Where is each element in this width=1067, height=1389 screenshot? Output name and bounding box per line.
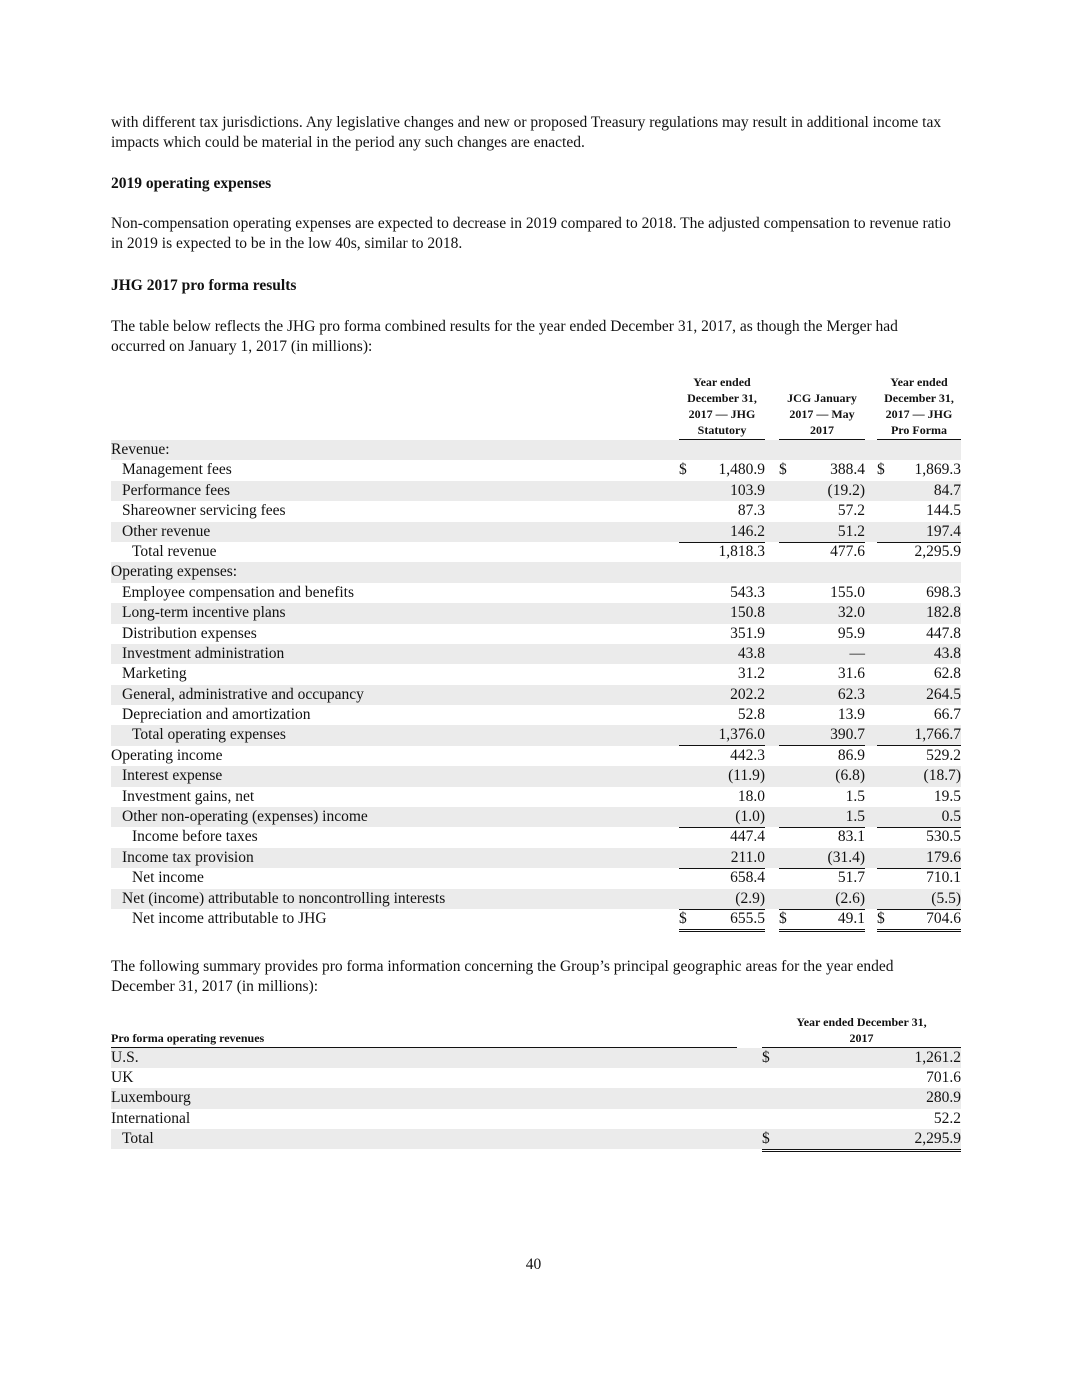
- table-row: [111, 542, 961, 562]
- header-line: JCG January: [787, 391, 857, 405]
- paragraph-operating-expenses: Non-compensation operating expenses are expected to decrease in 2019 compared to 2018. The adjusted compensation to revenue ratio in 2019 is expected to be in the low 40s, similar to 2018.: [111, 215, 951, 252]
- table-row: [111, 481, 961, 501]
- value-cell: [679, 746, 765, 766]
- table-row: [111, 807, 961, 827]
- header-line: 2017: [810, 423, 834, 437]
- value-cell: [779, 868, 865, 888]
- row-label: Income before taxes: [132, 828, 258, 846]
- row-label: Other revenue: [122, 522, 211, 540]
- geo-table-body: [111, 1048, 961, 1149]
- value-cell: [877, 807, 961, 828]
- value-cell: [877, 685, 961, 705]
- value-cell: [779, 909, 865, 932]
- table-row: [111, 909, 961, 929]
- row-label: Revenue:: [111, 441, 170, 458]
- value-cell: [779, 460, 865, 480]
- row-label: Shareowner servicing fees: [122, 502, 286, 520]
- cell-value: 62.3: [837, 685, 865, 703]
- column-header-pro-forma: [877, 374, 961, 440]
- cell-value: 87.3: [737, 502, 765, 520]
- heading-2019-operating-expenses: 2019 operating expenses: [111, 175, 272, 192]
- cell-value: 84.7: [933, 481, 961, 499]
- cell-value: 1.5: [845, 787, 865, 805]
- row-label: Operating expenses:: [111, 563, 238, 581]
- cell-value: 86.9: [837, 746, 865, 764]
- cell-value: 146.2: [730, 522, 765, 540]
- row-label: UK: [111, 1069, 134, 1087]
- cell-value: 103.9: [730, 481, 765, 499]
- cell-value: 698.3: [926, 583, 961, 601]
- value-cell: [877, 603, 961, 623]
- cell-value: 388.4: [830, 461, 865, 479]
- row-label: Interest expense: [122, 767, 223, 785]
- cell-value: 52.8: [737, 706, 765, 724]
- cell-value: 477.6: [830, 542, 865, 560]
- geo-table-row: [111, 1068, 961, 1088]
- cell-value: 52.2: [933, 1109, 961, 1127]
- value-cell: [779, 501, 865, 521]
- value-cell: [877, 522, 961, 543]
- value-cell: [877, 766, 961, 786]
- cell-value: 31.2: [737, 665, 765, 683]
- value-cell: [779, 542, 865, 563]
- row-label: Net income: [132, 869, 204, 887]
- value-cell: [679, 624, 765, 644]
- value-cell: [679, 603, 765, 623]
- value-cell: [877, 542, 961, 563]
- cell-value: 51.2: [837, 522, 865, 540]
- cell-value: 43.8: [933, 644, 961, 662]
- table-body: [111, 440, 961, 929]
- cell-value: (18.7): [923, 767, 961, 785]
- cell-value: 710.1: [926, 869, 961, 887]
- cell-value: 95.9: [837, 624, 865, 642]
- cell-value: 49.1: [837, 909, 865, 927]
- cell-value: 351.9: [730, 624, 765, 642]
- row-label: U.S.: [111, 1049, 139, 1066]
- value-cell: [779, 889, 865, 910]
- cell-value: 57.2: [837, 502, 865, 520]
- currency-symbol: $: [877, 461, 885, 479]
- value-cell: [762, 1068, 961, 1088]
- value-cell: [762, 1129, 961, 1152]
- cell-value: 18.0: [737, 787, 765, 805]
- cell-value: 1,261.2: [914, 1049, 961, 1066]
- currency-symbol: $: [679, 461, 687, 479]
- value-cell: [877, 848, 961, 869]
- currency-symbol: $: [779, 909, 787, 927]
- cell-value: 211.0: [730, 848, 765, 866]
- cell-value: 704.6: [926, 909, 961, 927]
- cell-value: (2.9): [735, 889, 765, 907]
- cell-value: 701.6: [926, 1069, 961, 1087]
- value-cell: [679, 725, 765, 746]
- value-cell: [779, 624, 865, 644]
- column-header-statutory: [679, 374, 765, 440]
- cell-value: (6.8): [835, 767, 865, 785]
- value-cell: [779, 827, 865, 847]
- value-cell: [779, 685, 865, 705]
- value-cell: [679, 787, 765, 807]
- value-cell: [679, 685, 765, 705]
- table-row: [111, 848, 961, 868]
- value-cell: [779, 787, 865, 807]
- value-cell: [679, 644, 765, 664]
- table-row: [111, 766, 961, 786]
- value-cell: [679, 807, 765, 828]
- row-label: Total operating expenses: [132, 726, 286, 744]
- cell-value: 447.8: [926, 624, 961, 642]
- header-line: Year ended: [890, 375, 948, 389]
- cell-value: 530.5: [926, 828, 961, 846]
- value-cell: [779, 644, 865, 664]
- geo-table-row: [111, 1109, 961, 1129]
- row-label: Operating income: [111, 746, 223, 764]
- value-cell: [779, 725, 865, 746]
- cell-value: 280.9: [926, 1089, 961, 1107]
- geo-table-row: [111, 1048, 961, 1068]
- value-cell: [679, 460, 765, 480]
- table-row: [111, 889, 961, 909]
- value-cell: [679, 542, 765, 563]
- cell-value: 197.4: [926, 522, 961, 540]
- cell-value: 31.6: [837, 665, 865, 683]
- currency-symbol: $: [877, 909, 885, 927]
- value-cell: [679, 705, 765, 726]
- header-line: December 31,: [884, 391, 954, 405]
- value-cell: [877, 501, 961, 521]
- header-line: 2017 — JHG: [688, 407, 756, 421]
- paragraph-pro-forma-intro: The table below reflects the JHG pro forma combined results for the year ended December 31, 2017, as though the Merger had occurred on January 1, 2017 (in millions):: [111, 318, 898, 355]
- table-row: [111, 787, 961, 807]
- value-cell: [679, 889, 765, 910]
- table-row: [111, 522, 961, 542]
- pro-forma-table: [111, 376, 961, 929]
- cell-value: 144.5: [926, 502, 961, 520]
- geo-table-header: [111, 1016, 961, 1048]
- row-label: Long-term incentive plans: [122, 604, 286, 622]
- value-cell: [877, 460, 961, 480]
- header-line: 2017 — May: [789, 407, 855, 421]
- cell-value: 66.7: [933, 706, 961, 724]
- currency-symbol: $: [762, 1129, 770, 1147]
- cell-value: 447.4: [730, 828, 765, 846]
- cell-value: 19.5: [933, 787, 961, 805]
- row-label: Total revenue: [132, 542, 217, 560]
- value-cell: [779, 603, 865, 623]
- geo-table-row: [111, 1088, 961, 1108]
- cell-value: 1,766.7: [914, 726, 961, 744]
- row-label: Total: [122, 1129, 154, 1147]
- header-line: Year ended: [693, 375, 751, 389]
- cell-value: 179.6: [926, 848, 961, 866]
- row-label: Performance fees: [122, 481, 231, 499]
- cell-value: 0.5: [941, 808, 961, 826]
- cell-value: —: [849, 644, 865, 662]
- cell-value: 655.5: [730, 909, 765, 927]
- value-cell: [779, 766, 865, 786]
- table-row: [111, 460, 961, 480]
- cell-value: 1,818.3: [718, 542, 765, 560]
- cell-value: 13.9: [837, 706, 865, 724]
- geo-table-row: [111, 1129, 961, 1149]
- row-label: International: [111, 1109, 191, 1127]
- value-cell: [762, 1088, 961, 1108]
- value-cell: [877, 868, 961, 888]
- geographic-table: [111, 1016, 961, 1149]
- row-label: Net income attributable to JHG: [132, 909, 327, 927]
- table-row: [111, 562, 961, 582]
- value-cell: [877, 664, 961, 684]
- header-line: Statutory: [697, 423, 747, 437]
- cell-value: (11.9): [728, 767, 765, 785]
- row-label: General, administrative and occupancy: [122, 685, 364, 703]
- row-label: Luxembourg: [111, 1089, 191, 1107]
- value-cell: [877, 583, 961, 603]
- row-label: Distribution expenses: [122, 624, 257, 642]
- table-row: [111, 725, 961, 745]
- header-line: Pro Forma: [890, 423, 948, 437]
- row-label: Depreciation and amortization: [122, 706, 311, 724]
- table-row: [111, 685, 961, 705]
- value-cell: [679, 766, 765, 786]
- table-row: [111, 440, 961, 460]
- row-label: Marketing: [122, 665, 187, 683]
- value-cell: [877, 746, 961, 766]
- table-row: [111, 644, 961, 664]
- value-cell: [877, 481, 961, 501]
- heading-pro-forma-results: JHG 2017 pro forma results: [111, 277, 297, 294]
- cell-value: 442.3: [730, 746, 765, 764]
- value-cell: [877, 624, 961, 644]
- value-cell: [679, 868, 765, 888]
- header-line: December 31,: [687, 391, 757, 405]
- row-label: Net (income) attributable to noncontrolling interests: [122, 889, 446, 907]
- paragraph-tax: with different tax jurisdictions. Any legislative changes and new or proposed Treasury regulations may result in additional income tax impacts which could be material in the period any such changes are enacted.: [111, 114, 942, 151]
- value-cell: [877, 644, 961, 664]
- cell-value: (5.5): [931, 889, 961, 907]
- value-cell: [877, 889, 961, 910]
- row-label: Employee compensation and benefits: [122, 583, 355, 601]
- value-cell: [679, 909, 765, 932]
- cell-value: 1,480.9: [718, 461, 765, 479]
- table-row: [111, 624, 961, 644]
- table-row: [111, 583, 961, 603]
- cell-value: 202.2: [730, 685, 765, 703]
- value-cell: [877, 827, 961, 847]
- table-row: [111, 603, 961, 623]
- currency-symbol: $: [762, 1049, 770, 1066]
- cell-value: 43.8: [737, 644, 765, 662]
- table-header: [111, 376, 961, 440]
- cell-value: 529.2: [926, 746, 961, 764]
- value-cell: [877, 705, 961, 726]
- value-cell: [779, 705, 865, 726]
- table-row: [111, 868, 961, 888]
- table-row: [111, 705, 961, 725]
- cell-value: 182.8: [926, 604, 961, 622]
- row-label: Income tax provision: [122, 848, 254, 866]
- header-line: Year ended December 31,: [796, 1015, 927, 1029]
- cell-value: (31.4): [827, 848, 865, 866]
- page-number: 40: [525, 1256, 542, 1273]
- cell-value: 1,376.0: [718, 726, 765, 744]
- row-label: Management fees: [122, 461, 232, 479]
- value-cell: [779, 522, 865, 543]
- cell-value: (1.0): [735, 808, 765, 826]
- cell-value: (2.6): [835, 889, 865, 907]
- value-cell: [679, 664, 765, 684]
- cell-value: (19.2): [827, 481, 865, 499]
- cell-value: 658.4: [730, 869, 765, 887]
- cell-value: 150.8: [730, 604, 765, 622]
- table-row: [111, 746, 961, 766]
- cell-value: 32.0: [837, 604, 865, 622]
- value-cell: [762, 1109, 961, 1130]
- cell-value: 62.8: [933, 665, 961, 683]
- value-cell: [779, 664, 865, 684]
- cell-value: 155.0: [830, 583, 865, 601]
- value-cell: [877, 787, 961, 807]
- value-cell: [779, 848, 865, 869]
- currency-symbol: $: [679, 909, 687, 927]
- geo-header-period: [762, 1014, 961, 1048]
- value-cell: [679, 583, 765, 603]
- cell-value: 543.3: [730, 583, 765, 601]
- value-cell: [762, 1048, 961, 1068]
- row-label: Investment gains, net: [122, 787, 255, 805]
- header-line: 2017: [849, 1031, 874, 1045]
- value-cell: [679, 481, 765, 501]
- row-label: Other non-operating (expenses) income: [122, 808, 368, 826]
- value-cell: [779, 583, 865, 603]
- geo-header-label: Pro forma operating revenues: [111, 1031, 737, 1048]
- cell-value: 1,869.3: [914, 461, 961, 479]
- column-header-jcg: [779, 390, 865, 440]
- value-cell: [877, 725, 961, 746]
- cell-value: 83.1: [837, 828, 865, 846]
- header-line: 2017 — JHG: [885, 407, 953, 421]
- cell-value: 1.5: [845, 808, 865, 826]
- value-cell: [679, 522, 765, 543]
- value-cell: [779, 481, 865, 501]
- table-row: [111, 501, 961, 521]
- value-cell: [779, 807, 865, 828]
- paragraph-geographic-intro: The following summary provides pro forma information concerning the Group’s principal geographic areas for the year ended December 31, 2017 (in millions):: [111, 958, 894, 995]
- cell-value: 2,295.9: [914, 542, 961, 560]
- cell-value: 390.7: [830, 726, 865, 744]
- value-cell: [877, 909, 961, 932]
- table-row: [111, 664, 961, 684]
- value-cell: [679, 501, 765, 521]
- table-row: [111, 827, 961, 847]
- cell-value: 51.7: [837, 869, 865, 887]
- value-cell: [679, 848, 765, 869]
- currency-symbol: $: [779, 461, 787, 479]
- value-cell: [679, 827, 765, 847]
- cell-value: 2,295.9: [914, 1129, 961, 1147]
- row-label: Investment administration: [122, 644, 285, 662]
- value-cell: [779, 746, 865, 766]
- cell-value: 264.5: [926, 685, 961, 703]
